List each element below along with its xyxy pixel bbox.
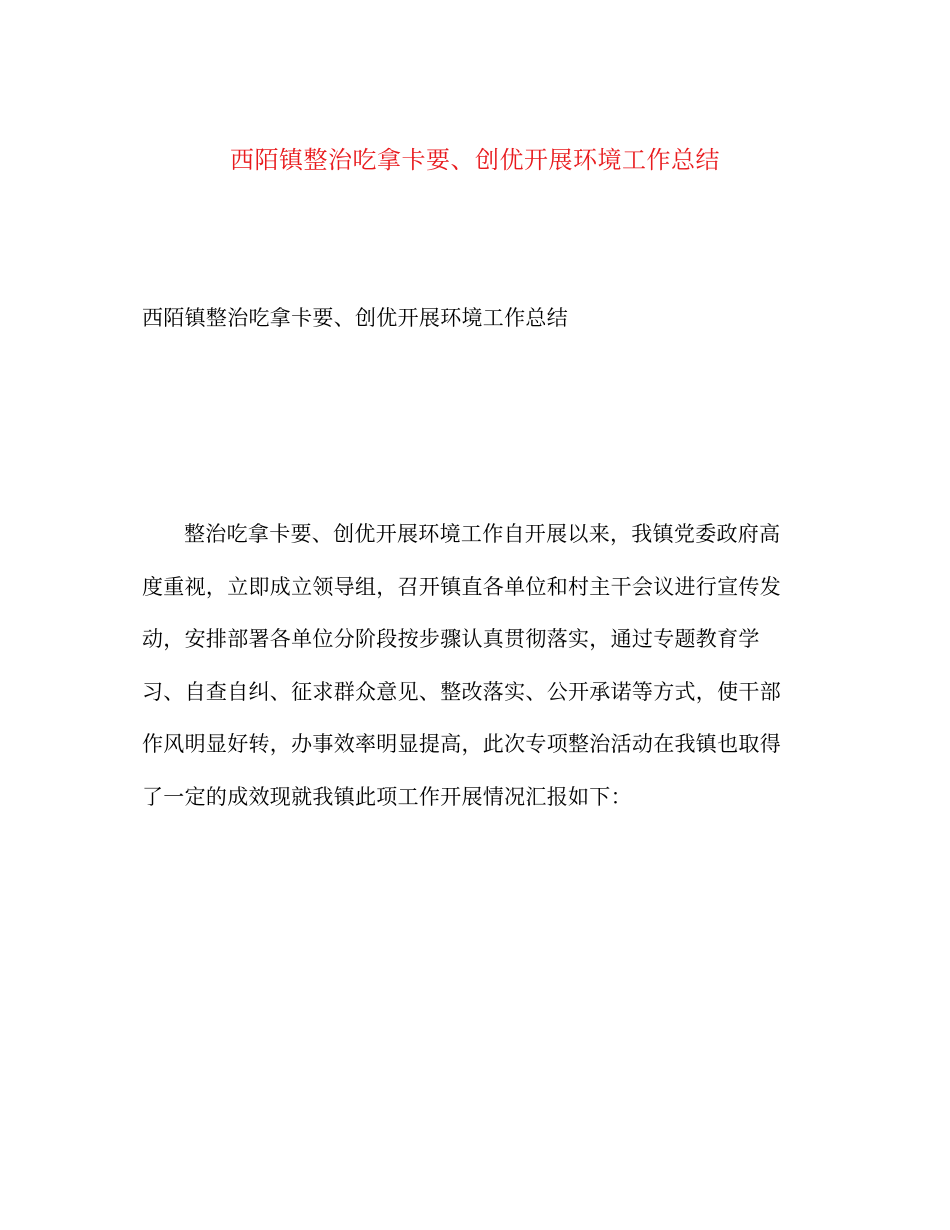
body-paragraph [142, 508, 808, 824]
body-line-2: 度重视，立即成立领导组，召开镇直各单位和村主干会议进行宣传发 [142, 574, 781, 599]
body-line-5: 作风明显好转，办事效率明显提高，此次专项整治活动在我镇也取得 [142, 732, 781, 757]
body-line-6: 了一定的成效现就我镇此项工作开展情况汇报如下： [142, 784, 632, 809]
body-line-3: 动，安排部署各单位分阶段按步骤认真贯彻落实，通过专题教育学 [142, 627, 760, 652]
document-title: 西陌镇整治吃拿卡要、创优开展环境工作总结 [230, 146, 720, 174]
document-subtitle: 西陌镇整治吃拿卡要、创优开展环境工作总结 [142, 306, 568, 330]
body-line-1: 整治吃拿卡要、创优开展环境工作自开展以来，我镇党委政府高 [184, 522, 781, 546]
body-line-4: 习、自查自纠、征求群众意见、整改落实、公开承诺等方式，使干部 [142, 679, 781, 704]
